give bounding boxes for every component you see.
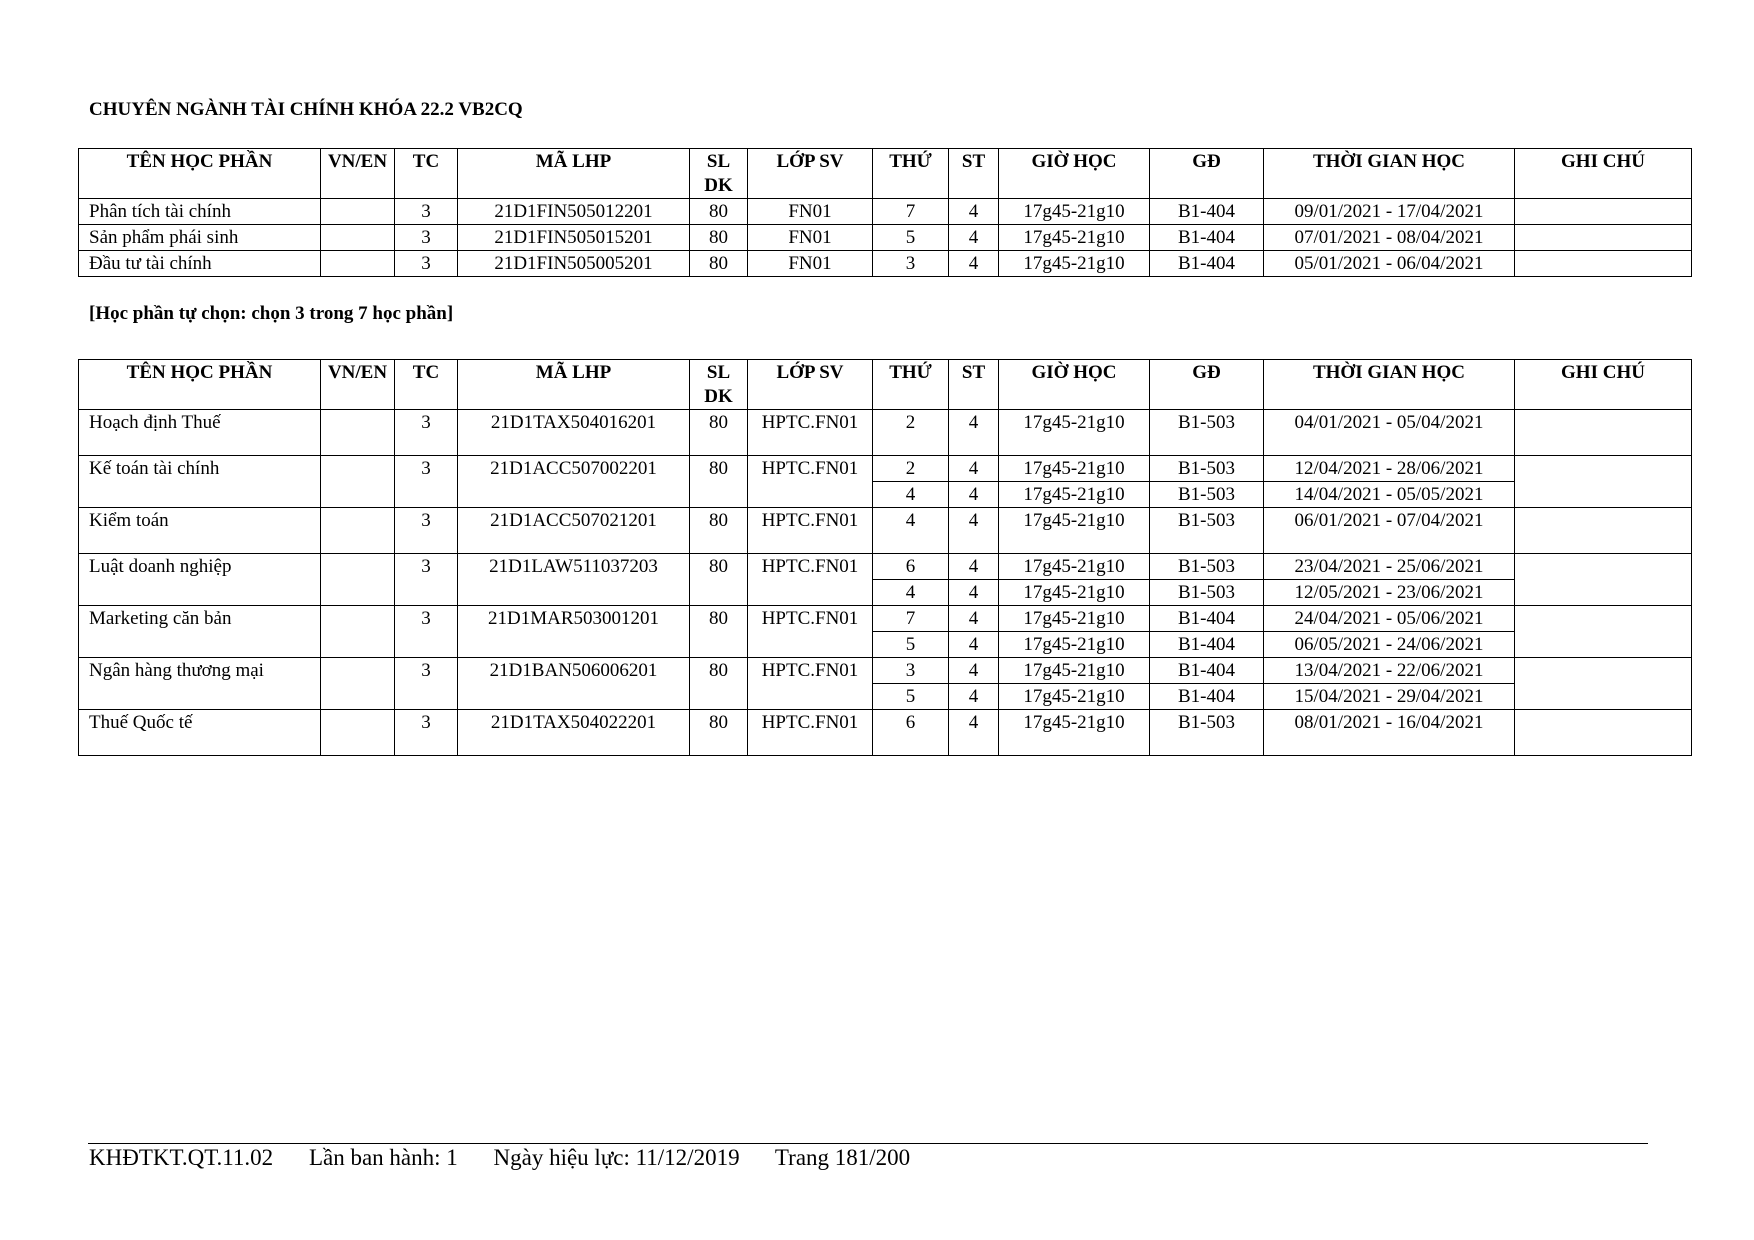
session-count: 4 [949, 580, 999, 606]
header-sl: SL DK [690, 149, 748, 199]
study-period: 09/01/2021 - 17/04/2021 [1264, 199, 1515, 225]
course-capacity: 80 [690, 508, 748, 554]
table-row [79, 606, 1692, 632]
session-count: 4 [949, 554, 999, 580]
session-count: 4 [949, 456, 999, 482]
course-code: 21D1FIN505005201 [458, 251, 690, 277]
study-period: 12/04/2021 - 28/06/2021 [1264, 456, 1515, 482]
header-note: GHI CHÚ [1515, 360, 1692, 410]
header-lang: VN/EN [321, 360, 395, 410]
classroom: B1-404 [1150, 684, 1264, 710]
course-language [321, 710, 395, 756]
course-code: 21D1LAW511037203 [458, 554, 690, 606]
weekday: 2 [873, 456, 949, 482]
classroom: B1-503 [1150, 456, 1264, 482]
header-tc: TC [395, 360, 458, 410]
table-row [79, 456, 1692, 482]
student-class: HPTC.FN01 [748, 606, 873, 658]
student-class: HPTC.FN01 [748, 456, 873, 508]
header-period: THỜI GIAN HỌC [1264, 360, 1515, 410]
header-day: THỨ [873, 360, 949, 410]
course-name: Kế toán tài chính [79, 456, 321, 508]
course-credits: 3 [395, 225, 458, 251]
class-time: 17g45-21g10 [999, 410, 1150, 456]
weekday: 3 [873, 251, 949, 277]
session-count: 4 [949, 658, 999, 684]
course-code: 21D1FIN505015201 [458, 225, 690, 251]
course-language [321, 658, 395, 710]
class-time: 17g45-21g10 [999, 632, 1150, 658]
course-language [321, 410, 395, 456]
course-name: Marketing căn bản [79, 606, 321, 658]
session-count: 4 [949, 684, 999, 710]
class-time: 17g45-21g10 [999, 684, 1150, 710]
session-count: 4 [949, 482, 999, 508]
study-period: 04/01/2021 - 05/04/2021 [1264, 410, 1515, 456]
course-name: Luật doanh nghiệp [79, 554, 321, 606]
section-title: CHUYÊN NGÀNH TÀI CHÍNH KHÓA 22.2 VB2CQ [89, 99, 523, 120]
course-code: 21D1ACC507002201 [458, 456, 690, 508]
course-language [321, 199, 395, 225]
session-count: 4 [949, 632, 999, 658]
footer-effective-date: Ngày hiệu lực: 11/12/2019 [493, 1145, 740, 1170]
note [1515, 508, 1692, 554]
course-credits: 3 [395, 606, 458, 658]
class-time: 17g45-21g10 [999, 508, 1150, 554]
course-credits: 3 [395, 710, 458, 756]
classroom: B1-503 [1150, 482, 1264, 508]
course-code: 21D1MAR503001201 [458, 606, 690, 658]
note [1515, 225, 1692, 251]
classroom: B1-503 [1150, 580, 1264, 606]
course-credits: 3 [395, 508, 458, 554]
course-capacity: 80 [690, 456, 748, 508]
study-period: 08/01/2021 - 16/04/2021 [1264, 710, 1515, 756]
session-count: 4 [949, 251, 999, 277]
student-class: FN01 [748, 225, 873, 251]
class-time: 17g45-21g10 [999, 554, 1150, 580]
class-time: 17g45-21g10 [999, 251, 1150, 277]
note [1515, 410, 1692, 456]
note [1515, 710, 1692, 756]
table-row [79, 710, 1692, 756]
class-time: 17g45-21g10 [999, 580, 1150, 606]
header-code: MÃ LHP [458, 149, 690, 199]
session-count: 4 [949, 710, 999, 756]
student-class: HPTC.FN01 [748, 410, 873, 456]
class-time: 17g45-21g10 [999, 658, 1150, 684]
course-name: Đầu tư tài chính [79, 251, 321, 277]
class-time: 17g45-21g10 [999, 456, 1150, 482]
study-period: 05/01/2021 - 06/04/2021 [1264, 251, 1515, 277]
classroom: B1-503 [1150, 710, 1264, 756]
header-note: GHI CHÚ [1515, 149, 1692, 199]
table-row [79, 658, 1692, 684]
table-row [79, 554, 1692, 580]
course-code: 21D1TAX504022201 [458, 710, 690, 756]
table-row [79, 508, 1692, 554]
course-name: Ngân hàng thương mại [79, 658, 321, 710]
study-period: 13/04/2021 - 22/06/2021 [1264, 658, 1515, 684]
weekday: 7 [873, 606, 949, 632]
elective-title: [Học phần tự chọn: chọn 3 trong 7 học phần] [89, 303, 454, 324]
course-language [321, 606, 395, 658]
header-class: LỚP SV [748, 149, 873, 199]
course-credits: 3 [395, 251, 458, 277]
course-code: 21D1ACC507021201 [458, 508, 690, 554]
header-period: THỜI GIAN HỌC [1264, 149, 1515, 199]
footer-issue: Lần ban hành: 1 [308, 1145, 458, 1170]
course-credits: 3 [395, 199, 458, 225]
table-header-row [79, 149, 1692, 199]
classroom: B1-404 [1150, 632, 1264, 658]
classroom: B1-404 [1150, 199, 1264, 225]
class-time: 17g45-21g10 [999, 199, 1150, 225]
student-class: HPTC.FN01 [748, 508, 873, 554]
header-tc: TC [395, 149, 458, 199]
course-credits: 3 [395, 554, 458, 606]
study-period: 06/01/2021 - 07/04/2021 [1264, 508, 1515, 554]
weekday: 5 [873, 225, 949, 251]
study-period: 15/04/2021 - 29/04/2021 [1264, 684, 1515, 710]
note [1515, 199, 1692, 225]
header-code: MÃ LHP [458, 360, 690, 410]
note [1515, 456, 1692, 508]
student-class: HPTC.FN01 [748, 710, 873, 756]
core-course-table [78, 148, 1692, 277]
elective-course-table [78, 359, 1692, 756]
header-time: GIỜ HỌC [999, 149, 1150, 199]
course-capacity: 80 [690, 251, 748, 277]
student-class: HPTC.FN01 [748, 554, 873, 606]
weekday: 4 [873, 482, 949, 508]
course-name: Sản phẩm phái sinh [79, 225, 321, 251]
course-credits: 3 [395, 658, 458, 710]
course-capacity: 80 [690, 606, 748, 658]
course-code: 21D1FIN505012201 [458, 199, 690, 225]
course-capacity: 80 [690, 658, 748, 710]
header-class: LỚP SV [748, 360, 873, 410]
course-language [321, 456, 395, 508]
header-st: ST [949, 360, 999, 410]
weekday: 2 [873, 410, 949, 456]
footer-doc-code: KHĐTKT.QT.11.02 [89, 1145, 274, 1170]
classroom: B1-404 [1150, 606, 1264, 632]
course-capacity: 80 [690, 225, 748, 251]
weekday: 5 [873, 684, 949, 710]
session-count: 4 [949, 606, 999, 632]
study-period: 24/04/2021 - 05/06/2021 [1264, 606, 1515, 632]
note [1515, 606, 1692, 658]
weekday: 6 [873, 710, 949, 756]
table-row [79, 251, 1692, 277]
study-period: 23/04/2021 - 25/06/2021 [1264, 554, 1515, 580]
session-count: 4 [949, 410, 999, 456]
weekday: 7 [873, 199, 949, 225]
study-period: 12/05/2021 - 23/06/2021 [1264, 580, 1515, 606]
footer [89, 1145, 940, 1171]
course-language [321, 554, 395, 606]
course-credits: 3 [395, 456, 458, 508]
student-class: HPTC.FN01 [748, 658, 873, 710]
study-period: 06/05/2021 - 24/06/2021 [1264, 632, 1515, 658]
student-class: FN01 [748, 251, 873, 277]
course-credits: 3 [395, 410, 458, 456]
classroom: B1-503 [1150, 410, 1264, 456]
course-name: Hoạch định Thuế [79, 410, 321, 456]
classroom: B1-404 [1150, 251, 1264, 277]
weekday: 3 [873, 658, 949, 684]
weekday: 5 [873, 632, 949, 658]
session-count: 4 [949, 508, 999, 554]
header-room: GĐ [1150, 360, 1264, 410]
course-language [321, 508, 395, 554]
table-row [79, 199, 1692, 225]
course-language [321, 225, 395, 251]
course-name: Phân tích tài chính [79, 199, 321, 225]
course-language [321, 251, 395, 277]
study-period: 14/04/2021 - 05/05/2021 [1264, 482, 1515, 508]
class-time: 17g45-21g10 [999, 710, 1150, 756]
weekday: 6 [873, 554, 949, 580]
table-row [79, 410, 1692, 456]
header-day: THỨ [873, 149, 949, 199]
header-time: GIỜ HỌC [999, 360, 1150, 410]
note [1515, 554, 1692, 606]
course-capacity: 80 [690, 410, 748, 456]
classroom: B1-503 [1150, 508, 1264, 554]
table-header-row [79, 360, 1692, 410]
course-code: 21D1BAN506006201 [458, 658, 690, 710]
weekday: 4 [873, 508, 949, 554]
weekday: 4 [873, 580, 949, 606]
study-period: 07/01/2021 - 08/04/2021 [1264, 225, 1515, 251]
note [1515, 658, 1692, 710]
student-class: FN01 [748, 199, 873, 225]
table-row [79, 225, 1692, 251]
classroom: B1-404 [1150, 658, 1264, 684]
course-name: Kiểm toán [79, 508, 321, 554]
header-st: ST [949, 149, 999, 199]
header-lang: VN/EN [321, 149, 395, 199]
header-room: GĐ [1150, 149, 1264, 199]
session-count: 4 [949, 199, 999, 225]
header-name: TÊN HỌC PHẦN [79, 360, 321, 410]
class-time: 17g45-21g10 [999, 606, 1150, 632]
classroom: B1-404 [1150, 225, 1264, 251]
header-sl: SL DK [690, 360, 748, 410]
course-capacity: 80 [690, 710, 748, 756]
classroom: B1-503 [1150, 554, 1264, 580]
footer-page-number: Trang 181/200 [774, 1145, 911, 1170]
class-time: 17g45-21g10 [999, 482, 1150, 508]
class-time: 17g45-21g10 [999, 225, 1150, 251]
session-count: 4 [949, 225, 999, 251]
course-capacity: 80 [690, 199, 748, 225]
course-capacity: 80 [690, 554, 748, 606]
course-code: 21D1TAX504016201 [458, 410, 690, 456]
header-name: TÊN HỌC PHẦN [79, 149, 321, 199]
note [1515, 251, 1692, 277]
footer-divider [88, 1143, 1648, 1144]
course-name: Thuế Quốc tế [79, 710, 321, 756]
